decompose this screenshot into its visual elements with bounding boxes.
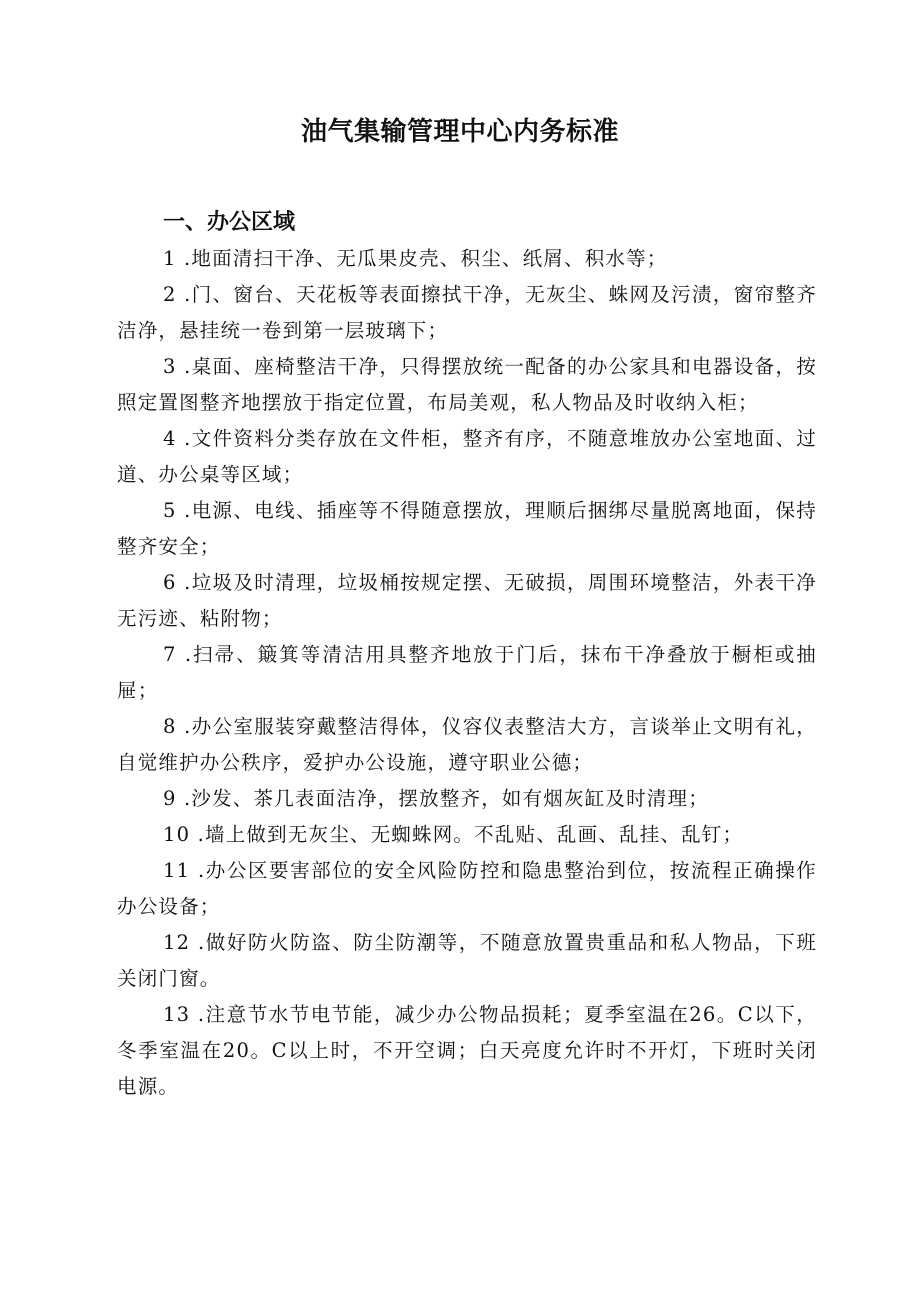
list-item-4: 4 .文件资料分类存放在文件柜，整齐有序，不随意堆放办公室地面、过道、办公桌等区域； <box>117 427 817 486</box>
list-item-6: 6 .垃圾及时清理，垃圾桶按规定摆、无破损，周围环境整洁，外表干净无污迹、粘附物； <box>117 571 817 630</box>
list-item-10: 10 .墙上做到无灰尘、无蜘蛛网。不乱贴、乱画、乱挂、乱钉； <box>163 823 744 846</box>
list-item-8: 8 .办公室服装穿戴整洁得体，仪容仪表整洁大方，言谈举止文明有礼，自觉维护办公秩序，爱护办公设施，遵守职业公德； <box>117 715 817 774</box>
list-item-2: 2 .门、窗台、天花板等表面擦拭干净，无灰尘、蛛网及污渍，窗帘整齐洁净，悬挂统一卷到第一层玻璃下； <box>117 283 817 342</box>
list-item-12: 12 .做好防火防盗、防尘防潮等，不随意放置贵重品和私人物品，下班关闭门窗。 <box>117 931 817 990</box>
list-item-13: 13 .注意节水节电节能，减少办公物品损耗；夏季室温在26。C以下，冬季室温在20。C以上时，不开空调；白天亮度允许时不开灯，下班时关闭电源。 <box>117 1003 817 1098</box>
list-item-3: 3 .桌面、座椅整洁干净，只得摆放统一配备的办公家具和电器设备，按照定置图整齐地摆放于指定位置，布局美观，私人物品及时收纳入柜； <box>117 355 817 414</box>
list-item-1: 1 .地面清扫干净、无瓜果皮壳、积尘、纸屑、积水等； <box>163 247 668 270</box>
list-item-7: 7 .扫帚、簸箕等清洁用具整齐地放于门后，抹布干净叠放于橱柜或抽屉； <box>117 643 817 702</box>
list-item-11: 11 .办公区要害部位的安全风险防控和隐患整治到位，按流程正确操作办公设备； <box>117 859 817 918</box>
section-heading: 一、办公区域 <box>163 210 296 235</box>
document-title: 油气集输管理中心内务标准 <box>300 117 619 147</box>
list-item-5: 5 .电源、电线、插座等不得随意摆放，理顺后捆绑尽量脱离地面，保持整齐安全； <box>117 499 817 558</box>
document-body <box>117 205 817 1105</box>
list-item-9: 9 .沙发、茶几表面洁净，摆放整齐，如有烟灰缸及时清理； <box>163 787 709 810</box>
